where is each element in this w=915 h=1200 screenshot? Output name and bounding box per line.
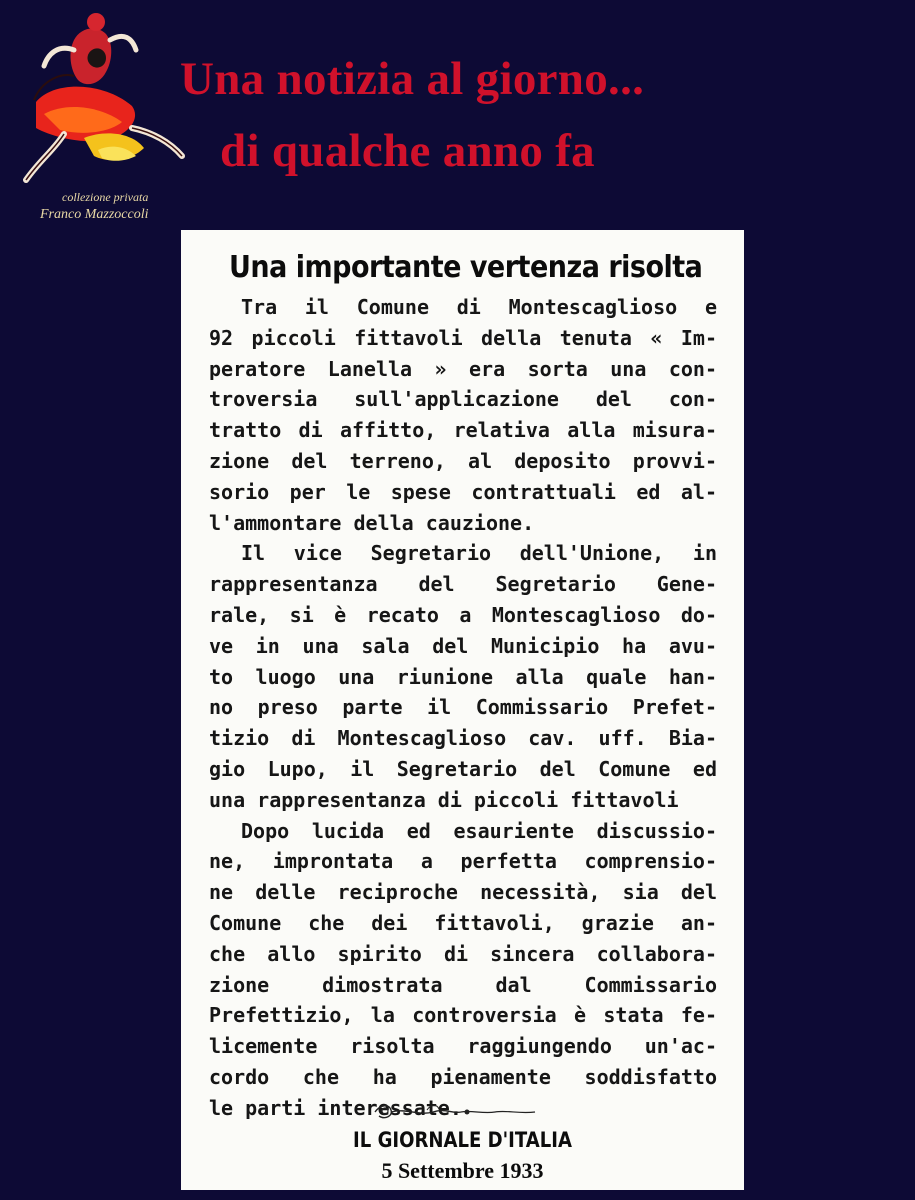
- collection-logo: [14, 10, 189, 225]
- article-line: ve in una sala del Municipio ha avu-: [209, 633, 717, 658]
- article-line: 92 piccoli fittavoli della tenuta « Im-: [209, 325, 717, 350]
- article-line: zione del terreno, al deposito provvi-: [209, 448, 717, 473]
- article-line: le parti interessate.: [209, 1095, 462, 1120]
- article-line: ne, improntata a perfetta comprensio-: [209, 849, 717, 874]
- headline-line-2: di qualche anno fa: [220, 125, 595, 177]
- dancer-logo-icon: [14, 10, 189, 190]
- article-line: tratto di affitto, relativa alla misura-: [209, 418, 717, 443]
- article-line: troversia sull'applicazione del con-: [209, 387, 717, 412]
- article-line: rappresentanza del Segretario Gene-: [209, 572, 717, 597]
- article-line: Comune che dei fittavoli, grazie an-: [209, 910, 717, 935]
- article-line: Il vice Segretario dell'Unione, in: [241, 541, 717, 566]
- article-line: tizio di Montescaglioso cav. uff. Bia-: [209, 726, 717, 751]
- article-line: Dopo lucida ed esauriente discussio-: [241, 818, 717, 843]
- article-line: zione dimostrata dal Commissario: [209, 972, 717, 997]
- newspaper-name: IL GIORNALE D'ITALIA: [353, 1128, 572, 1152]
- article-line: una rappresentanza di piccoli fittavoli: [209, 787, 679, 812]
- article-line: sorio per le spese contrattuali ed al-: [209, 479, 717, 504]
- floral-divider-icon: [367, 1100, 542, 1124]
- article-line: ne delle reciproche necessità, sia del: [209, 880, 717, 905]
- article-body: [209, 292, 717, 1124]
- article-line: Tra il Comune di Montescaglioso e: [241, 295, 717, 319]
- article-line: che allo spirito di sincera collabora-: [209, 941, 717, 966]
- article-line: no preso parte il Commissario Prefet-: [209, 695, 717, 720]
- article-line: peratore Lanella » era sorta una con-: [209, 356, 717, 381]
- article-line: to luogo una riunione alla quale han-: [209, 664, 717, 689]
- headline-line-1: Una notizia al giorno...: [180, 53, 645, 105]
- logo-caption-owner: Franco Mazzoccoli: [40, 207, 149, 222]
- article-line: rale, si è recato a Montescaglioso do-: [209, 602, 717, 627]
- article-title: Una importante vertenza risolta: [229, 250, 703, 285]
- logo-caption-collection: collezione privata: [62, 190, 149, 204]
- article-line: Prefettizio, la controversia è stata fe-: [209, 1003, 717, 1028]
- publication-date: 5 Settembre 1933: [381, 1158, 544, 1183]
- article-line: cordo che ha pienamente soddisfatto: [209, 1064, 717, 1089]
- newspaper-clipping: [181, 230, 744, 1190]
- article-line: gio Lupo, il Segretario del Comune ed: [209, 756, 717, 781]
- article-line: licemente risolta raggiungendo un'ac-: [209, 1034, 717, 1059]
- article-line: l'ammontare della cauzione.: [209, 510, 535, 535]
